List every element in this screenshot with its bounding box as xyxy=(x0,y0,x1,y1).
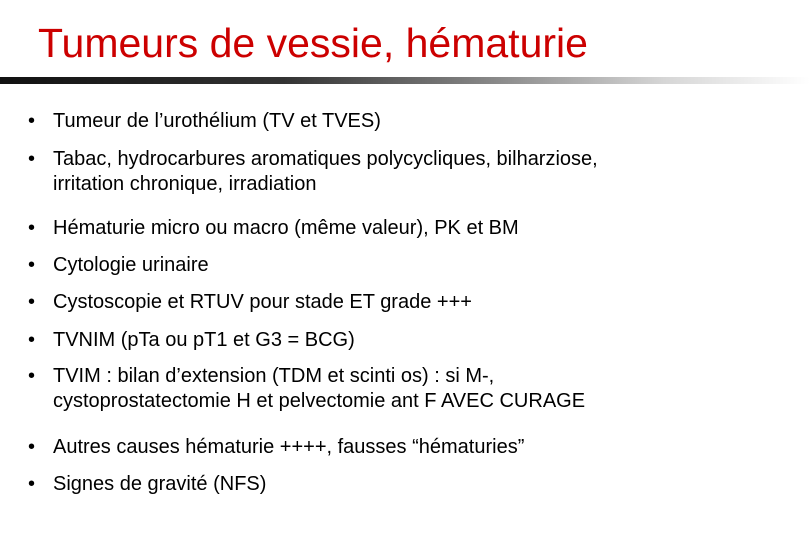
bullet-item xyxy=(28,109,798,134)
bullet-text: Cytologie urinaire xyxy=(53,254,209,276)
bullet-item xyxy=(28,216,798,241)
bullet-item xyxy=(28,147,798,197)
bullet-item xyxy=(28,253,798,278)
bullet-item xyxy=(28,328,798,353)
bullet-text: TVNIM (pTa ou pT1 et G3 = BCG) xyxy=(53,329,355,351)
bullet-dot: • xyxy=(28,365,36,387)
bullet-dot: • xyxy=(28,254,36,276)
bullet-dot: • xyxy=(28,217,36,239)
bullet-text: Tumeur de l’urothélium (TV et TVES) xyxy=(53,110,381,132)
bullet-dot: • xyxy=(28,436,36,458)
bullet-text: Signes de gravité (NFS) xyxy=(53,473,267,495)
bullet-text: Tabac, hydrocarbures aromatiques polycycliques, bilharziose, irritation chronique, irradiation xyxy=(53,148,598,195)
bullet-text: Cystoscopie et RTUV pour stade ET grade +++ xyxy=(53,291,472,313)
bullet-item xyxy=(28,435,798,460)
bullet-dot: • xyxy=(28,148,36,170)
bullet-dot: • xyxy=(28,110,36,132)
bullet-text: Hématurie micro ou macro (même valeur), PK et BM xyxy=(53,217,519,239)
bullet-item xyxy=(28,290,798,315)
slide-title: Tumeurs de vessie, hématurie xyxy=(38,20,588,66)
title-underline xyxy=(0,77,810,84)
bullet-text: Autres causes hématurie ++++, fausses “hématuries” xyxy=(53,436,525,458)
bullet-item xyxy=(28,472,798,497)
bullet-dot: • xyxy=(28,291,36,313)
bullet-dot: • xyxy=(28,473,36,495)
bullet-text: TVIM : bilan d’extension (TDM et scinti os) : si M-, cystoprostatectomie H et pelvectomie ant F AVEC CURAGE xyxy=(53,365,586,412)
bullet-item xyxy=(28,364,798,414)
bullet-dot: • xyxy=(28,329,36,351)
